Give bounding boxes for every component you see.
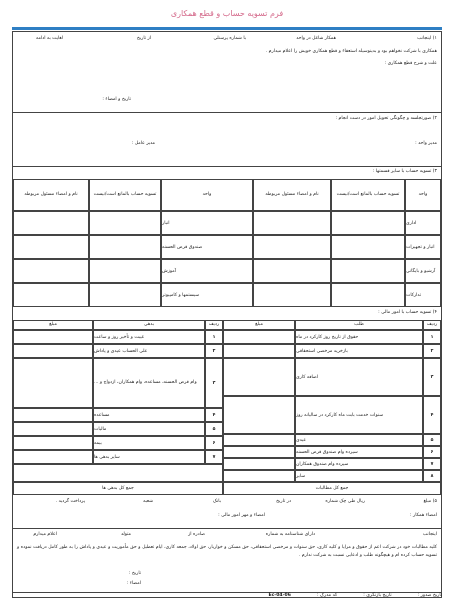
born-field[interactable]: متولد xyxy=(120,532,131,537)
row-number: ۷ xyxy=(205,450,223,464)
table-cell: سایر xyxy=(295,470,423,482)
row-number: ۵ xyxy=(423,434,441,446)
id-field[interactable]: دارای شناسنامه به شماره xyxy=(265,532,315,537)
table-header: تسویه حساب بالمانع است/نیست xyxy=(331,179,405,211)
table-cell: انبار و تجهیزات xyxy=(405,235,441,259)
amount-cell[interactable] xyxy=(223,330,295,344)
table-cell xyxy=(13,464,223,482)
ceo-sign[interactable]: مدیر عامل : xyxy=(131,141,155,146)
amount-cell[interactable] xyxy=(13,436,93,450)
table-cell[interactable] xyxy=(331,235,405,259)
table-header: واحد xyxy=(161,179,253,211)
header-rule xyxy=(12,27,442,30)
table-cell[interactable] xyxy=(253,283,331,307)
table-cell: حقوق از تاریخ روز کارکرد در ماه xyxy=(295,330,423,344)
row-number: ۴ xyxy=(205,408,223,422)
table-header: ردیف xyxy=(205,320,223,330)
row-number: ۵ xyxy=(205,422,223,436)
table-header: نام و امضاء مسئول مربوطه xyxy=(253,179,331,211)
section5-label: ۵) مبلغ xyxy=(423,499,437,504)
declare-text: اعلام میدارم xyxy=(33,532,57,537)
table-cell: سپرده وام صندوق همکاران xyxy=(295,458,423,470)
date-of-field[interactable]: در تاریخ xyxy=(276,499,291,504)
table-cell[interactable] xyxy=(13,211,89,235)
table-header: نام و امضاء مسئول مربوطه xyxy=(13,179,89,211)
row-number: ۳ xyxy=(205,358,223,408)
table-cell: علی الحساب عیدی و پاداش xyxy=(93,344,205,358)
table-cell: آرشیو و بایگانی xyxy=(405,259,441,283)
row-number: ۸ xyxy=(423,470,441,482)
amount-cell[interactable] xyxy=(223,396,295,434)
total-debt: جمع کل بدهی ها xyxy=(13,482,223,495)
row-number: ۶ xyxy=(205,436,223,450)
table-cell[interactable] xyxy=(253,235,331,259)
amount-cell[interactable] xyxy=(13,422,93,436)
total-credit: جمع کل مطالبات xyxy=(223,482,441,495)
table-cell[interactable] xyxy=(89,259,161,283)
row-number: ۳ xyxy=(423,358,441,396)
cheque-field[interactable]: ریال طی چک شماره xyxy=(325,499,365,504)
table-header: مبلغ xyxy=(223,320,295,330)
date-sign-field[interactable]: تاریخ و امضاء : xyxy=(102,97,131,102)
table-cell: آموزش xyxy=(161,259,253,283)
colleague-sign[interactable]: امضاء همکار : xyxy=(410,513,437,518)
manager-sign[interactable]: مدیر واحد : xyxy=(415,141,437,146)
divider xyxy=(13,112,441,113)
table-header: بدهی xyxy=(93,320,205,330)
section1-label: ۱) اینجانب xyxy=(417,36,437,41)
table-cell[interactable] xyxy=(331,211,405,235)
section3-label: ۳) تسویه حساب با سایر قسمتها : xyxy=(372,169,437,174)
table-cell: سپرده وام صندوق قرض الحسنه xyxy=(295,446,423,458)
reason-field[interactable]: علت و شرح قطع همکاری : xyxy=(384,61,437,66)
table-cell: سنوات خدمت بابت ماه کارکرد در سالیانه روز xyxy=(295,396,423,434)
revision-date-label: تاریخ بازنگری : xyxy=(363,592,392,598)
amount-cell[interactable] xyxy=(223,358,295,396)
cooperation-text: همکاری با شرکت نخواهم بود و بدینوسیله استعفاء و قطع همکاری خویش را اعلام میدارم . xyxy=(265,49,437,54)
table-cell[interactable] xyxy=(89,283,161,307)
section4-label: ۴) تسویه حساب با امور مالی : xyxy=(378,310,437,315)
table-cell: غیبت و تأخیر روز و ساعت xyxy=(93,330,205,344)
row-number: ۶ xyxy=(423,446,441,458)
amount-cell[interactable] xyxy=(13,330,93,344)
table-header: طلب xyxy=(295,320,423,330)
personnel-field[interactable]: با شماره پرسنلی xyxy=(213,36,246,41)
table-cell: عیدی xyxy=(295,434,423,446)
form-title: فرم تسویه حساب و قطع همکاری xyxy=(170,9,284,18)
amount-cell[interactable] xyxy=(13,450,93,464)
issue-date-label: تاریخ صدور : xyxy=(417,592,442,598)
section6-label: اینجانب xyxy=(422,532,437,537)
table-cell[interactable] xyxy=(331,259,405,283)
row-number: ۴ xyxy=(423,396,441,434)
table-cell: اضافه کاری xyxy=(295,358,423,396)
table-cell[interactable] xyxy=(13,259,89,283)
section2-label: ۲) صورتجلسه و چگونگی تحویل امور در دست انجام : xyxy=(335,116,437,121)
amount-cell[interactable] xyxy=(223,344,295,358)
divider xyxy=(13,528,441,529)
table-cell: مالیات xyxy=(93,422,205,436)
table-cell[interactable] xyxy=(253,259,331,283)
issued-field[interactable]: صادره از xyxy=(188,532,205,537)
finance-sign[interactable]: امضاء و مهر امور مالی : xyxy=(218,513,265,518)
table-header: واحد xyxy=(405,179,441,211)
settlement-form xyxy=(12,31,442,598)
row-number: ۲ xyxy=(423,344,441,358)
until-field[interactable]: لغایت به ادامه xyxy=(36,36,63,41)
table-cell: وام قرض الحسنه، مساعده، وام همکاران، ازدواج و ... xyxy=(93,358,205,408)
table-cell: مساعده xyxy=(93,408,205,422)
amount-cell[interactable] xyxy=(13,358,93,408)
table-cell[interactable] xyxy=(331,283,405,307)
unit-field[interactable]: همکار شاغل در واحد xyxy=(296,36,336,41)
table-cell: بیمه xyxy=(93,436,205,450)
table-cell: اداری xyxy=(405,211,441,235)
amount-cell[interactable] xyxy=(13,408,93,422)
table-cell: سیستمها و کامپیوتر xyxy=(161,283,253,307)
declaration-date[interactable]: تاریخ : xyxy=(128,571,141,576)
table-header: تسویه حساب بالمانع است/نیست xyxy=(89,179,161,211)
branch-field[interactable]: شعبه xyxy=(143,499,153,504)
row-number: ۱ xyxy=(205,330,223,344)
table-cell: سایر بدهی ها xyxy=(93,450,205,464)
table-header: مبلغ xyxy=(13,320,93,330)
divider xyxy=(13,166,441,167)
table-cell: بازخرید مرخصی استحقاقی xyxy=(295,344,423,358)
from-date-field[interactable]: از تاریخ xyxy=(136,36,151,41)
amount-cell[interactable] xyxy=(223,458,295,470)
table-header: ردیف xyxy=(423,320,441,330)
doc-code-label: کد مدرک : xyxy=(316,592,338,598)
bank-field[interactable]: بانک xyxy=(212,499,221,504)
doc-code: Ec-04-06 xyxy=(268,592,291,598)
row-number: ۲ xyxy=(205,344,223,358)
declaration-sign[interactable]: امضاء : xyxy=(126,581,141,586)
footer xyxy=(12,590,442,600)
amount-cell[interactable] xyxy=(13,344,93,358)
paid-text: پرداخت گردید . xyxy=(55,499,85,504)
row-number: ۱ xyxy=(423,330,441,344)
row-number: ۷ xyxy=(423,458,441,470)
table-cell[interactable] xyxy=(253,211,331,235)
amount-cell[interactable] xyxy=(223,470,295,482)
table-cell[interactable] xyxy=(13,283,89,307)
table-cell[interactable] xyxy=(13,235,89,259)
table-cell: صندوق قرض الحسنه xyxy=(161,235,253,259)
table-cell[interactable] xyxy=(89,235,161,259)
declaration-text: کلیه مطالبات خود در شرکت اعم از حقوق و مزایا و کلیه کاری، حق سنوات و مرخصی استحقاقی، حق مسکن و خواربار، حق اولاد، جمعه کاری، ایام تعطیل و حق مأموریت و عیدی و پاداش را به طور کامل دریافت نموده و تسویه حساب کرده ام و هیچگونه طلب و ادعایی نسبت به شرکت ندارم . xyxy=(17,545,437,558)
table-cell[interactable] xyxy=(89,211,161,235)
amount-cell[interactable] xyxy=(223,434,295,446)
table-cell: تدارکات xyxy=(405,283,441,307)
amount-cell[interactable] xyxy=(223,446,295,458)
table-cell: انبار xyxy=(161,211,253,235)
